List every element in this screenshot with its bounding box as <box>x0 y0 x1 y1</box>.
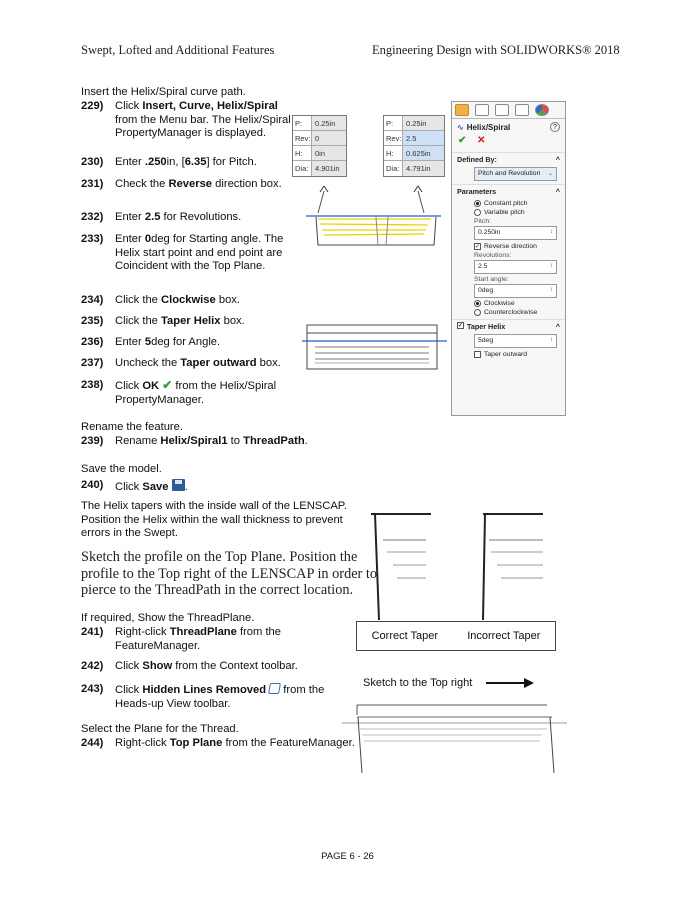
incorrect-taper-label: Incorrect Taper <box>467 630 541 642</box>
section-rename: Rename the feature. <box>81 421 183 433</box>
reverse-direction-checkbox[interactable]: ✓ Reverse direction <box>475 243 537 250</box>
section-save: Save the model. <box>81 463 162 475</box>
top-plane-illustration <box>342 703 567 775</box>
chevron-down-icon: ⌄ <box>547 171 553 177</box>
taper-labels-box <box>356 621 556 651</box>
taper-helix-section[interactable]: ✓ Taper Helix ^ <box>452 319 565 333</box>
counterclockwise-radio[interactable]: Counterclockwise <box>474 309 565 316</box>
correct-taper-label: Correct Taper <box>371 630 439 642</box>
hidden-lines-removed-icon[interactable] <box>268 683 281 694</box>
revolutions-input[interactable]: 2.5 ↕ <box>474 260 557 274</box>
start-angle-input[interactable]: 0deg ↕ <box>474 284 557 298</box>
defined-by-section[interactable]: Defined By: ^ <box>452 152 565 166</box>
parameters-section[interactable]: Parameters ^ <box>452 184 565 198</box>
sketch-top-right-label: Sketch to the Top right <box>363 677 473 689</box>
helix-callout-initial: P: 0.25in Rev: 0 H: 0in Dia: 4.901in <box>292 115 347 177</box>
arrow-right-icon <box>486 678 534 688</box>
configuration-manager-tab-icon[interactable] <box>495 104 509 116</box>
step-242: 242) Click Show from the Context toolbar. <box>81 660 298 672</box>
section-select-plane: Select the Plane for the Thread. <box>81 723 239 735</box>
revolutions-label: Revolutions: <box>474 252 512 259</box>
step-235: 235) Click the Taper Helix box. <box>81 315 245 327</box>
feature-manager-tab-icon[interactable] <box>455 104 469 116</box>
property-manager-tab-icon[interactable] <box>475 104 489 116</box>
taper-comparison-illustration <box>371 510 546 622</box>
section-insert-helix: Insert the Helix/Spiral curve path. <box>81 86 246 98</box>
step-229: 229) Click Insert, Curve, Helix/Spiral from the Menu bar. The Helix/Spiral PropertyManager is displayed. <box>81 100 291 139</box>
ok-button[interactable]: ✔ <box>458 135 467 146</box>
step-243: 243) Click Hidden Lines Removed from the Heads-up View toolbar. <box>81 683 325 710</box>
ok-check-icon: ✔ <box>162 378 173 392</box>
section-show-plane: If required, Show the ThreadPlane. <box>81 612 255 624</box>
step-241: 241) Right-click ThreadPlane from the FeatureManager. <box>81 626 282 652</box>
taper-helix-illustration <box>297 323 449 373</box>
constant-pitch-radio[interactable]: Constant pitch <box>474 200 565 207</box>
cancel-button[interactable]: ✕ <box>477 135 486 146</box>
helix-preview-illustration <box>296 183 448 263</box>
step-239: 239) Rename Helix/Spiral1 to ThreadPath. <box>81 435 308 447</box>
page-number: PAGE 6 - 26 <box>321 851 374 862</box>
step-238: 238) Click OK ✔ from the Helix/Spiral PropertyManager. <box>81 378 277 406</box>
help-icon[interactable]: ? <box>550 122 560 132</box>
start-angle-label: Start angle: <box>474 276 509 283</box>
step-233: 233) Enter 0deg for Starting angle. The Helix start point and end point are Coincident with the Top Plane. <box>81 233 284 272</box>
dimxpert-tab-icon[interactable] <box>515 104 529 116</box>
sketch-instruction: Sketch the profile on the Top Plane. Position the profile to the Top right of the LENSCAP in order to pierce to the ThreadPath in the correct location. <box>81 549 378 598</box>
taper-outward-checkbox[interactable]: Taper outward <box>474 351 565 358</box>
variable-pitch-radio[interactable]: Variable pitch <box>474 209 565 216</box>
step-230: 230) Enter .250in, [6.35] for Pitch. <box>81 156 257 168</box>
display-manager-tab-icon[interactable] <box>535 104 549 116</box>
pitch-input[interactable]: 0.250in ↕ <box>474 226 557 240</box>
taper-angle-input[interactable]: 5deg ↕ <box>474 334 557 348</box>
helix-icon: ∿ <box>457 122 464 132</box>
pm-title: Helix/Spiral <box>466 122 511 132</box>
step-231: 231) Check the Reverse direction box. <box>81 178 282 190</box>
clockwise-radio[interactable]: Clockwise <box>474 300 565 307</box>
step-232: 232) Enter 2.5 for Revolutions. <box>81 211 242 223</box>
save-icon[interactable] <box>172 479 185 491</box>
header-book-title: Engineering Design with SOLIDWORKS® 2018 <box>372 43 620 57</box>
pitch-label: Pitch: <box>474 218 491 225</box>
helix-callout-final: P: 0.25in Rev: 2.5 H: 0.625in Dia: 4.791in <box>383 115 445 177</box>
step-236: 236) Enter 5deg for Angle. <box>81 336 221 348</box>
step-234: 234) Click the Clockwise box. <box>81 294 241 306</box>
step-237: 237) Uncheck the Taper outward box. <box>81 357 281 369</box>
header-chapter-title: Swept, Lofted and Additional Features <box>81 43 275 57</box>
helix-spiral-propertymanager <box>451 101 566 416</box>
taper-explanation: The Helix tapers with the inside wall of the LENSCAP. Position the Helix within the wall thickness to prevent errors in the Swept. <box>81 500 347 539</box>
defined-by-select[interactable]: Pitch and Revolution ⌄ <box>474 167 557 181</box>
step-244: 244) Right-click Top Plane from the FeatureManager. <box>81 737 355 749</box>
step-240: 240) Click Save . <box>81 479 188 493</box>
